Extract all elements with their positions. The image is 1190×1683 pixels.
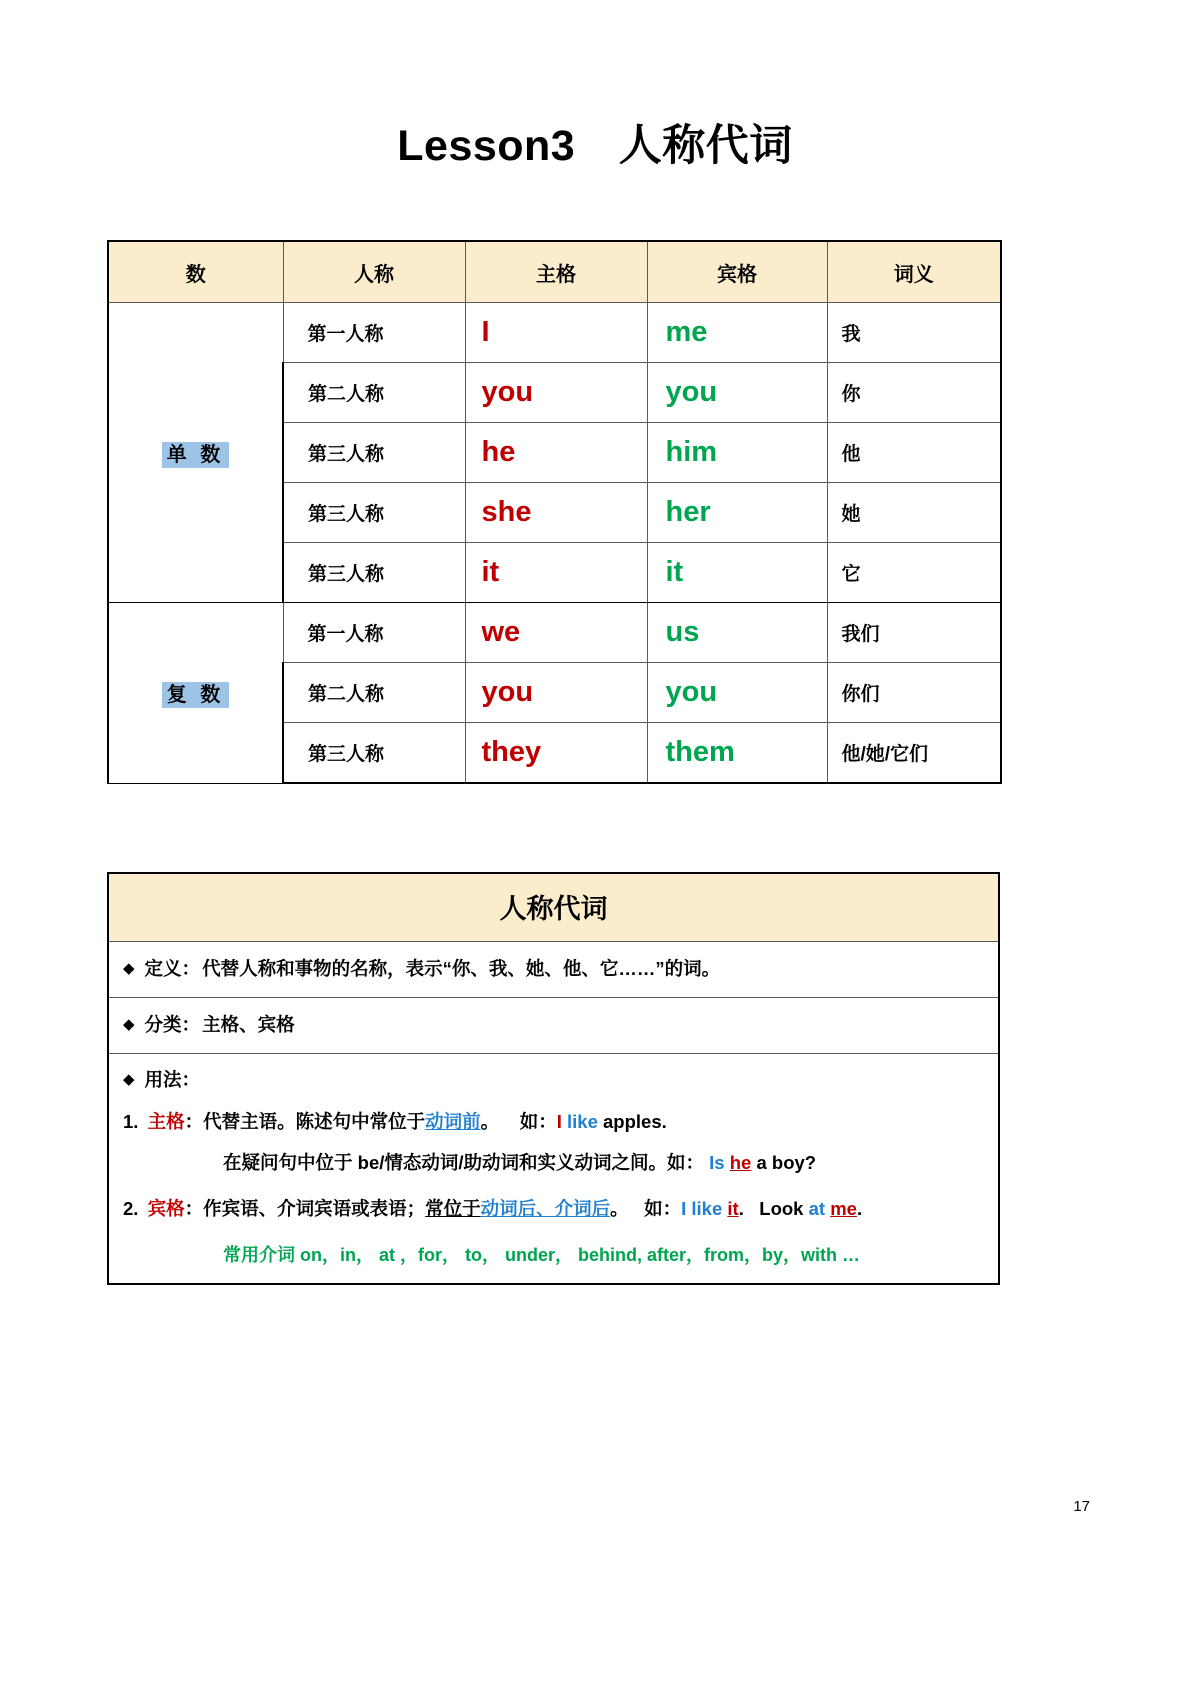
- usage-item-1-eg-rest: apples.: [603, 1110, 667, 1132]
- usage-item-1-case: 主格: [147, 1110, 185, 1132]
- usage-item-1-desc-b: 。: [480, 1110, 500, 1132]
- usage-item-1-eg-subject: I: [556, 1110, 562, 1132]
- person-cell: 第一人称: [283, 303, 465, 363]
- meaning-cell: 他: [827, 423, 1001, 483]
- personal-pronoun-table: [107, 240, 1002, 784]
- usage-item-2-desc-underline: 常位于: [425, 1198, 481, 1220]
- usage-title: [123, 1066, 988, 1092]
- usage-item-1-eg-label: 如：: [519, 1110, 557, 1132]
- objective-cell: you: [647, 363, 827, 423]
- usage-item-2-desc-b: 。: [610, 1198, 629, 1220]
- definition-label: 定义：: [144, 958, 201, 979]
- objective-cell: us: [647, 603, 827, 663]
- subjective-cell: you: [465, 363, 647, 423]
- usage-item-2-eg2-object: me: [830, 1198, 857, 1220]
- explanation-box: [107, 872, 1000, 1285]
- person-cell: 第一人称: [283, 603, 465, 663]
- column-header-number: 数: [108, 241, 283, 303]
- definition-text: 代替人称和事物的名称，表示“你、我、她、他、它……”的词。: [202, 958, 721, 979]
- group-label-singular: [108, 303, 283, 603]
- subjective-cell: they: [465, 723, 647, 784]
- meaning-cell: 我们: [827, 603, 1001, 663]
- meaning-cell: 她: [827, 483, 1001, 543]
- usage-item-1-desc-a: 代替主语。陈述句中常位于: [203, 1110, 426, 1132]
- person-cell: 第三人称: [283, 723, 465, 784]
- person-cell: 第三人称: [283, 483, 465, 543]
- objective-cell: me: [647, 303, 827, 363]
- usage-item-2-eg1-dot: .: [738, 1198, 744, 1220]
- usage-item-2-eg2-dot: .: [856, 1198, 863, 1220]
- usage-item-1-subline-pronoun: he: [729, 1152, 752, 1174]
- usage-item-2: [123, 1195, 988, 1223]
- diamond-bullet-icon: ◆: [123, 960, 135, 977]
- usage-item-2-eg1-subject: I: [681, 1198, 687, 1220]
- person-cell: 第二人称: [283, 363, 465, 423]
- common-prepositions-label: 常用介词: [223, 1244, 295, 1265]
- usage-item-1-subline-rest: a boy?: [756, 1152, 817, 1174]
- usage-row: [109, 1054, 998, 1283]
- person-cell: 第三人称: [283, 423, 465, 483]
- meaning-cell: 你: [827, 363, 1001, 423]
- usage-item-2-eg2-prep: at: [808, 1198, 826, 1220]
- usage-item-2-eg-label: 如：: [644, 1198, 682, 1220]
- classification-row: [109, 998, 998, 1054]
- usage-item-1-subline-aux: Is: [709, 1152, 725, 1174]
- usage-item-2-eg1-object: it: [727, 1198, 739, 1220]
- usage-item-1-highlight: 动词前: [425, 1110, 481, 1132]
- usage-item-1: [123, 1108, 988, 1136]
- singular-highlight: 单 数: [162, 442, 230, 468]
- usage-label: 用法：: [144, 1068, 201, 1090]
- column-header-meaning: 词义: [827, 241, 1001, 303]
- usage-item-2-colon: ：: [184, 1198, 204, 1220]
- common-prepositions-line: [123, 1241, 988, 1267]
- usage-item-2-eg2-verb: Look: [759, 1198, 804, 1220]
- page-number: 17: [1073, 1498, 1090, 1515]
- meaning-cell: 他/她/它们: [827, 723, 1001, 784]
- subjective-cell: you: [465, 663, 647, 723]
- objective-cell: it: [647, 543, 827, 603]
- page-title: Lesson3 人称代词: [397, 122, 793, 170]
- subjective-cell: I: [465, 303, 647, 363]
- table-header-row: [108, 241, 1001, 303]
- subjective-cell: he: [465, 423, 647, 483]
- usage-item-2-highlight: 动词后、介词后: [480, 1198, 611, 1220]
- definition-row: [109, 942, 998, 998]
- plural-highlight: 复 数: [162, 682, 230, 708]
- meaning-cell: 你们: [827, 663, 1001, 723]
- person-cell: 第二人称: [283, 663, 465, 723]
- objective-cell: her: [647, 483, 827, 543]
- person-cell: 第三人称: [283, 543, 465, 603]
- classification-text: 主格、宾格: [202, 1013, 295, 1035]
- usage-item-2-number: 2.: [123, 1198, 139, 1220]
- meaning-cell: 它: [827, 543, 1001, 603]
- column-header-objective: 宾格: [647, 241, 827, 303]
- objective-cell: you: [647, 663, 827, 723]
- common-prepositions-list: on，in， at ，for， to， under， behind, after，from，by，with …: [300, 1244, 861, 1265]
- usage-item-2-eg1-verb: like: [691, 1198, 723, 1220]
- subjective-cell: we: [465, 603, 647, 663]
- usage-item-1-subline: [123, 1149, 988, 1177]
- objective-cell: them: [647, 723, 827, 784]
- subjective-cell: she: [465, 483, 647, 543]
- classification-label: 分类：: [144, 1013, 201, 1035]
- usage-item-1-subline-text: 在疑问句中位于 be/情态动词/助动词和实义动词之间。如：: [223, 1152, 705, 1174]
- usage-item-1-colon: ：: [184, 1110, 204, 1132]
- usage-item-2-case: 宾格: [147, 1198, 185, 1220]
- subjective-cell: it: [465, 543, 647, 603]
- usage-item-1-number: 1.: [123, 1110, 139, 1132]
- usage-item-2-desc-a: 作宾语、介词宾语或表语；: [203, 1198, 426, 1220]
- group-label-plural: [108, 603, 283, 784]
- table-row: [108, 303, 1001, 363]
- usage-item-1-eg-verb: like: [567, 1110, 598, 1132]
- diamond-bullet-icon: ◆: [123, 1015, 135, 1033]
- column-header-subjective: 主格: [465, 241, 647, 303]
- objective-cell: him: [647, 423, 827, 483]
- diamond-bullet-icon: ◆: [123, 1070, 135, 1088]
- column-header-person: 人称: [283, 241, 465, 303]
- meaning-cell: 我: [827, 303, 1001, 363]
- table-row: [108, 603, 1001, 663]
- explanation-heading: 人称代词: [109, 874, 998, 942]
